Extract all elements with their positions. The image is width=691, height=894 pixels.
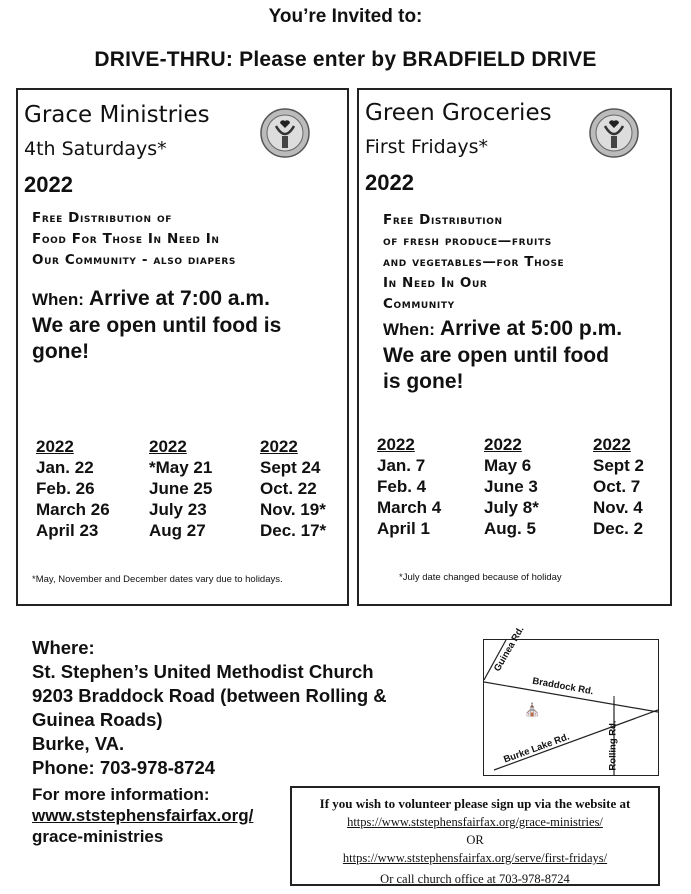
address-line-2: Guinea Roads) bbox=[32, 709, 163, 730]
green-schedule: First Fridays* bbox=[365, 136, 489, 158]
drive-thru-heading: DRIVE-THRU: Please enter by BRADFIELD DRIVE bbox=[94, 48, 597, 71]
website-link[interactable]: www.ststephensfairfax.org/ bbox=[32, 806, 254, 825]
grace-schedule: 4th Saturdays* bbox=[24, 138, 167, 160]
green-description: Free Distribution of fresh produce—fruits and vegetables—for Those In Need In Our Community bbox=[383, 212, 565, 312]
grace-title: Grace Ministries bbox=[24, 102, 210, 128]
volunteer-or: OR bbox=[466, 833, 484, 847]
green-groceries-panel bbox=[357, 88, 672, 606]
map-label-guinea: Guinea Rd. bbox=[492, 624, 527, 674]
map-label-rolling: Rolling Rd. bbox=[607, 720, 619, 771]
website-link-cont[interactable]: grace-ministries bbox=[32, 827, 164, 846]
map-label-braddock: Braddock Rd. bbox=[531, 675, 595, 698]
phone: Phone: 703-978-8724 bbox=[32, 757, 216, 778]
volunteer-call: Or call church office at 703-978-8724 bbox=[380, 872, 570, 886]
more-info-block bbox=[32, 784, 253, 847]
map-label-burke-lake: Burke Lake Rd. bbox=[502, 731, 571, 766]
where-label: Where: bbox=[32, 637, 95, 658]
church-name: St. Stephen’s United Methodist Church bbox=[32, 661, 374, 682]
green-when: When: Arrive at 5:00 p.m. We are open until food is gone! bbox=[383, 317, 623, 393]
volunteer-box bbox=[290, 786, 660, 886]
city: Burke, VA. bbox=[32, 733, 125, 754]
grace-ministries-panel bbox=[16, 88, 349, 606]
grace-dates-col-1: 2022 Jan. 22 Feb. 26 March 26 April 23 bbox=[36, 437, 110, 540]
svg-text:⛪: ⛪ bbox=[524, 703, 541, 718]
grace-year: 2022 bbox=[24, 172, 73, 197]
green-dates-col-1: 2022 Jan. 7 Feb. 4 March 4 April 1 bbox=[377, 435, 442, 538]
hands-heart-emblem-icon bbox=[587, 106, 641, 160]
grace-description: Free Distribution of Food For Those In Need In Our Community - also diapers bbox=[32, 210, 237, 268]
volunteer-link-fridays[interactable]: https://www.ststephensfairfax.org/serve/first-fridays/ bbox=[342, 851, 608, 865]
volunteer-text: If you wish to volunteer please sign up via the website at bbox=[319, 796, 631, 811]
invite-heading: You’re Invited to: bbox=[268, 6, 423, 27]
green-dates-col-3: 2022 Sept 2 Oct. 7 Nov. 4 Dec. 2 bbox=[593, 435, 645, 538]
more-info-label: For more information: bbox=[32, 785, 210, 804]
grace-when: When: Arrive at 7:00 a.m. We are open until food is gone! bbox=[32, 287, 282, 363]
green-title: Green Groceries bbox=[365, 100, 552, 126]
volunteer-link-grace[interactable]: https://www.ststephensfairfax.org/grace-ministries/ bbox=[347, 815, 603, 829]
hands-heart-emblem-icon bbox=[258, 106, 312, 160]
grace-holiday-note: *May, November and December dates vary due to holidays. bbox=[32, 574, 283, 585]
grace-dates-col-3: 2022 Sept 24 Oct. 22 Nov. 19* Dec. 17* bbox=[260, 437, 327, 540]
location-map bbox=[483, 624, 659, 776]
green-year: 2022 bbox=[365, 170, 414, 195]
address-line-1: 9203 Braddock Road (between Rolling & bbox=[32, 685, 387, 706]
location-block bbox=[32, 636, 387, 780]
grace-dates-col-2: 2022 *May 21 June 25 July 23 Aug 27 bbox=[149, 437, 213, 540]
green-holiday-note: *July date changed because of holiday bbox=[399, 572, 562, 583]
green-dates-col-2: 2022 May 6 June 3 July 8* Aug. 5 bbox=[484, 435, 539, 538]
